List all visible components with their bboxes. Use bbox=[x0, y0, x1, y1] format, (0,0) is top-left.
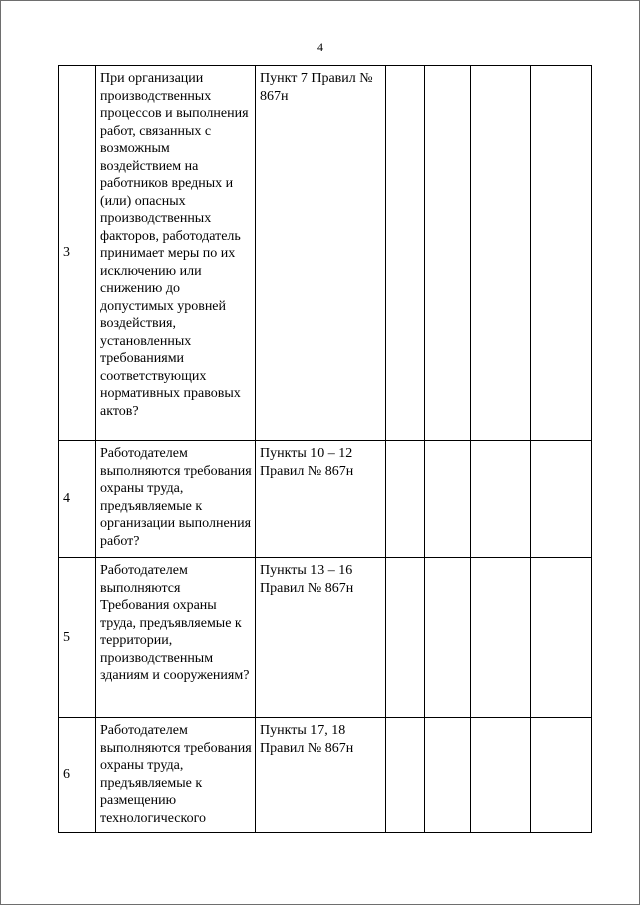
table-row bbox=[59, 441, 592, 558]
row-reference: Пункты 10 – 12 Правил № 867н bbox=[256, 441, 386, 558]
row-question: Работодателем выполняются требования охраны труда, предъявляемые к размещению технологического bbox=[96, 718, 256, 833]
row-number: 4 bbox=[59, 441, 96, 558]
table-row bbox=[59, 558, 592, 718]
row-question: Работодателем выполняются Требования охраны труда, предъявляемые к территории, производственным зданиям и сооружениям? bbox=[96, 558, 256, 718]
answer-cell-no[interactable] bbox=[425, 718, 471, 833]
answer-cell-yes[interactable] bbox=[386, 558, 425, 718]
answer-cell-notes[interactable] bbox=[531, 718, 592, 833]
answer-cell-not-applicable[interactable] bbox=[471, 558, 531, 718]
answer-cell-notes[interactable] bbox=[531, 66, 592, 441]
table-row bbox=[59, 66, 592, 441]
row-reference: Пункты 17, 18 Правил № 867н bbox=[256, 718, 386, 833]
answer-cell-not-applicable[interactable] bbox=[471, 441, 531, 558]
answer-cell-not-applicable[interactable] bbox=[471, 718, 531, 833]
row-number: 5 bbox=[59, 558, 96, 718]
row-question: При организации производственных процессов и выполнения работ, связанных с возможным воздействием на работников вредных и (или) опасных производственных факторов, работодатель принимает меры по их исключению или снижению до допустимых уровней воздействия, установленных требованиями соответствующих нормативных правовых актов? bbox=[96, 66, 256, 441]
checklist-table bbox=[58, 65, 592, 833]
row-reference: Пункт 7 Правил № 867н bbox=[256, 66, 386, 441]
table-row bbox=[59, 718, 592, 833]
row-question: Работодателем выполняются требования охраны труда, предъявляемые к организации выполнения работ? bbox=[96, 441, 256, 558]
answer-cell-yes[interactable] bbox=[386, 441, 425, 558]
row-number: 6 bbox=[59, 718, 96, 833]
answer-cell-no[interactable] bbox=[425, 66, 471, 441]
answer-cell-no[interactable] bbox=[425, 441, 471, 558]
answer-cell-not-applicable[interactable] bbox=[471, 66, 531, 441]
answer-cell-notes[interactable] bbox=[531, 558, 592, 718]
row-reference: Пункты 13 – 16 Правил № 867н bbox=[256, 558, 386, 718]
answer-cell-notes[interactable] bbox=[531, 441, 592, 558]
answer-cell-yes[interactable] bbox=[386, 718, 425, 833]
answer-cell-no[interactable] bbox=[425, 558, 471, 718]
row-number: 3 bbox=[59, 66, 96, 441]
page-number: 4 bbox=[317, 40, 323, 54]
answer-cell-yes[interactable] bbox=[386, 66, 425, 441]
